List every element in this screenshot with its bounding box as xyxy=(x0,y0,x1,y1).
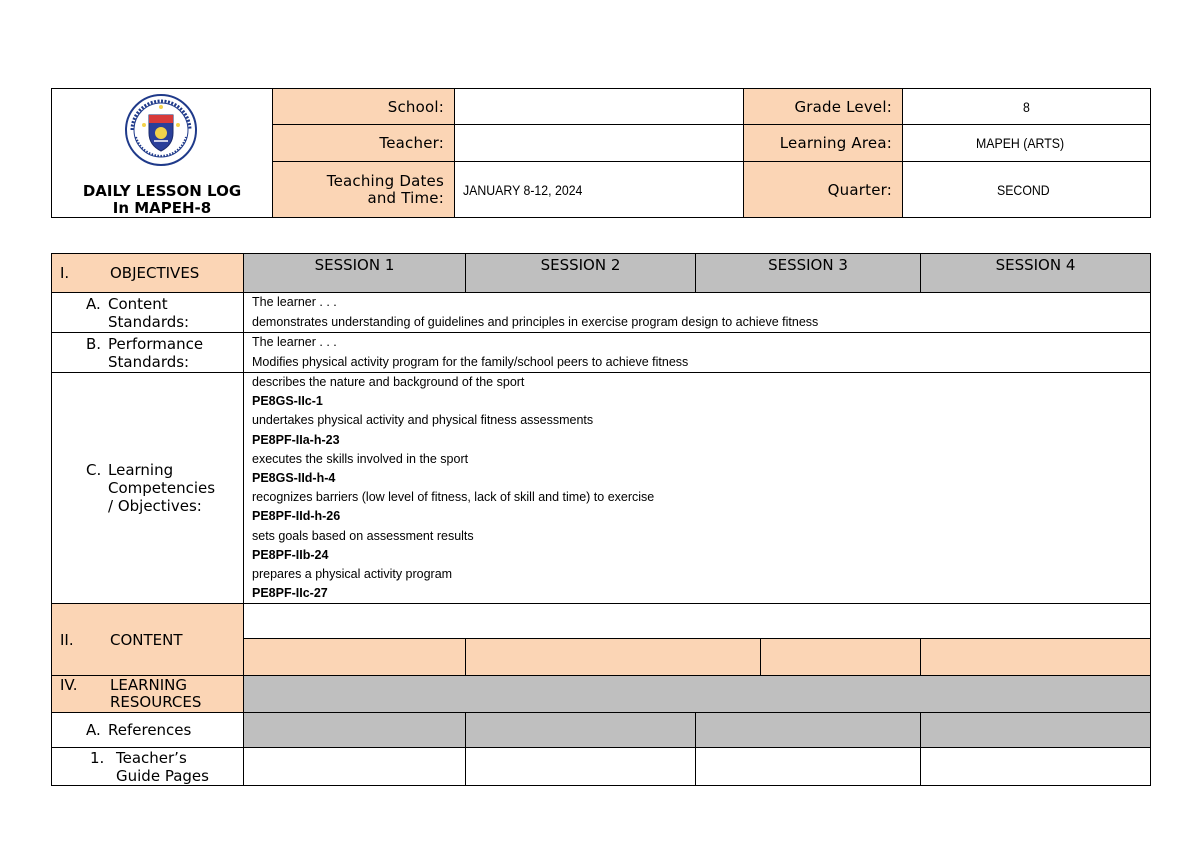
references-letter: A. xyxy=(86,721,101,740)
objectives-num: I. xyxy=(60,264,70,282)
teachers-guide-label xyxy=(52,748,244,786)
learning-resources-heading xyxy=(52,676,244,713)
competency-item-4-text: recognizes barriers (low level of fitness, lack of skill and time) to exercise xyxy=(252,490,655,505)
content-topic-cell[interactable] xyxy=(244,604,1151,639)
references-session-2-cell xyxy=(466,713,696,748)
grade-level-value: 8 xyxy=(1022,98,1030,115)
content-session-4-cell[interactable] xyxy=(921,639,1151,676)
content-heading xyxy=(52,604,244,676)
teachers-guide-session-1-cell[interactable] xyxy=(244,748,466,786)
session-4-header: SESSION 4 xyxy=(921,254,1151,293)
content-standards-line2: demonstrates understanding of guidelines and principles in exercise program design to achieve fitness xyxy=(252,314,819,329)
session-3-header: SESSION 3 xyxy=(696,254,921,293)
content-standards-line1: The learner . . . xyxy=(252,295,337,309)
learning-resources-label-line1: LEARNING xyxy=(110,676,188,695)
learning-area-label: Learning Area: xyxy=(744,125,903,162)
competencies-label-line1: Learning xyxy=(108,461,174,480)
performance-standards-text xyxy=(244,333,1151,373)
teachers-guide-label-line2: Guide Pages xyxy=(116,766,209,785)
competency-item-3-text: executes the skills involved in the sport xyxy=(252,451,469,466)
competencies-letter: C. xyxy=(86,461,102,480)
log-title-line2: In MAPEH-8 xyxy=(112,199,212,217)
content-standards-label-line1: Content xyxy=(108,294,168,313)
competency-item-5-text: sets goals based on assessment results xyxy=(252,528,474,543)
performance-standards-row xyxy=(52,333,1151,373)
content-standards-label-line2: Standards: xyxy=(108,312,190,331)
grade-level-label: Grade Level: xyxy=(744,89,903,125)
teaching-dates-label xyxy=(273,162,455,218)
competency-item-1-code: PE8GS-IIc-1 xyxy=(252,394,323,409)
competency-item-5-code: PE8PF-IIb-24 xyxy=(252,547,329,562)
learning-resources-num: IV. xyxy=(60,676,78,695)
competency-item-4-code: PE8PF-IId-h-26 xyxy=(252,509,341,524)
teaching-dates-label-line1: Teaching Dates xyxy=(326,171,444,190)
quarter-label: Quarter: xyxy=(744,162,903,218)
learning-resources-row xyxy=(52,676,1151,713)
performance-standards-line2: Modifies physical activity program for the family/school peers to achieve fitness xyxy=(252,354,689,369)
teachers-guide-label-line1: Teacher’s xyxy=(116,748,187,767)
school-label: School: xyxy=(273,89,455,125)
teachers-guide-session-2-cell[interactable] xyxy=(466,748,696,786)
teaching-dates-value: JANUARY 8-12, 2024 xyxy=(463,181,583,198)
performance-standards-line1: The learner . . . xyxy=(252,335,337,349)
quarter-value: SECOND xyxy=(996,181,1050,198)
log-title xyxy=(52,183,272,217)
content-standards-text xyxy=(244,293,1151,333)
lesson-table xyxy=(51,253,1151,786)
quarter-field[interactable] xyxy=(903,162,1151,218)
performance-standards-label-line2: Standards: xyxy=(108,352,190,371)
competencies-row xyxy=(52,373,1151,604)
competencies-text xyxy=(244,373,1151,604)
session-1-header: SESSION 1 xyxy=(244,254,466,293)
content-session-3-cell[interactable] xyxy=(761,639,921,676)
performance-standards-label-line1: Performance xyxy=(108,334,204,353)
content-num: II. xyxy=(60,630,74,649)
references-label xyxy=(52,713,244,748)
references-session-3-cell xyxy=(696,713,921,748)
content-standards-row xyxy=(52,293,1151,333)
learning-resources-label-line2: RESOURCES xyxy=(110,693,202,712)
competency-item-6-code: PE8PF-IIc-27 xyxy=(252,586,328,601)
content-label: CONTENT xyxy=(110,630,183,649)
objectives-heading xyxy=(52,254,244,293)
competencies-label xyxy=(52,373,244,604)
competency-item-2-code: PE8PF-IIa-h-23 xyxy=(252,432,340,447)
header-table xyxy=(51,88,1151,218)
teachers-guide-num: 1. xyxy=(90,748,105,767)
references-label-text: References xyxy=(108,721,192,740)
teachers-guide-row xyxy=(52,748,1151,786)
teachers-guide-session-3-cell[interactable] xyxy=(696,748,921,786)
learning-area-field[interactable] xyxy=(903,125,1151,162)
content-session-1-cell[interactable] xyxy=(244,639,466,676)
competency-item-3-code: PE8GS-IId-h-4 xyxy=(252,471,336,486)
competency-item-1-text: describes the nature and background of the sport xyxy=(252,375,525,389)
deped-seal-icon xyxy=(124,93,198,167)
content-standards-label xyxy=(52,293,244,333)
teacher-label: Teacher: xyxy=(273,125,455,162)
content-session-2-cell[interactable] xyxy=(466,639,761,676)
log-title-line1: DAILY LESSON LOG xyxy=(82,182,242,200)
references-row xyxy=(52,713,1151,748)
learning-resources-cell xyxy=(244,676,1151,713)
content-row-1 xyxy=(52,604,1151,639)
references-session-1-cell xyxy=(244,713,466,748)
competencies-label-line3: / Objectives: xyxy=(108,497,202,516)
teacher-field[interactable] xyxy=(455,125,744,162)
objectives-label: OBJECTIVES xyxy=(110,264,200,282)
grade-level-field[interactable] xyxy=(903,89,1151,125)
school-field[interactable] xyxy=(455,89,744,125)
references-session-4-cell xyxy=(921,713,1151,748)
objectives-header-row xyxy=(52,254,1151,293)
performance-standards-letter: B. xyxy=(86,334,102,353)
competency-item-2-text: undertakes physical activity and physical fitness assessments xyxy=(252,413,594,428)
teaching-dates-label-line2: and Time: xyxy=(367,188,444,207)
session-2-header: SESSION 2 xyxy=(466,254,696,293)
content-standards-letter: A. xyxy=(86,294,101,313)
learning-area-value: MAPEH (ARTS) xyxy=(976,135,1065,151)
performance-standards-label xyxy=(52,333,244,373)
competency-item-6-text: prepares a physical activity program xyxy=(252,567,453,582)
teachers-guide-session-4-cell[interactable] xyxy=(921,748,1151,786)
logo-cell xyxy=(52,89,273,218)
teaching-dates-field[interactable] xyxy=(455,162,744,218)
competencies-label-line2: Competencies xyxy=(108,479,216,498)
